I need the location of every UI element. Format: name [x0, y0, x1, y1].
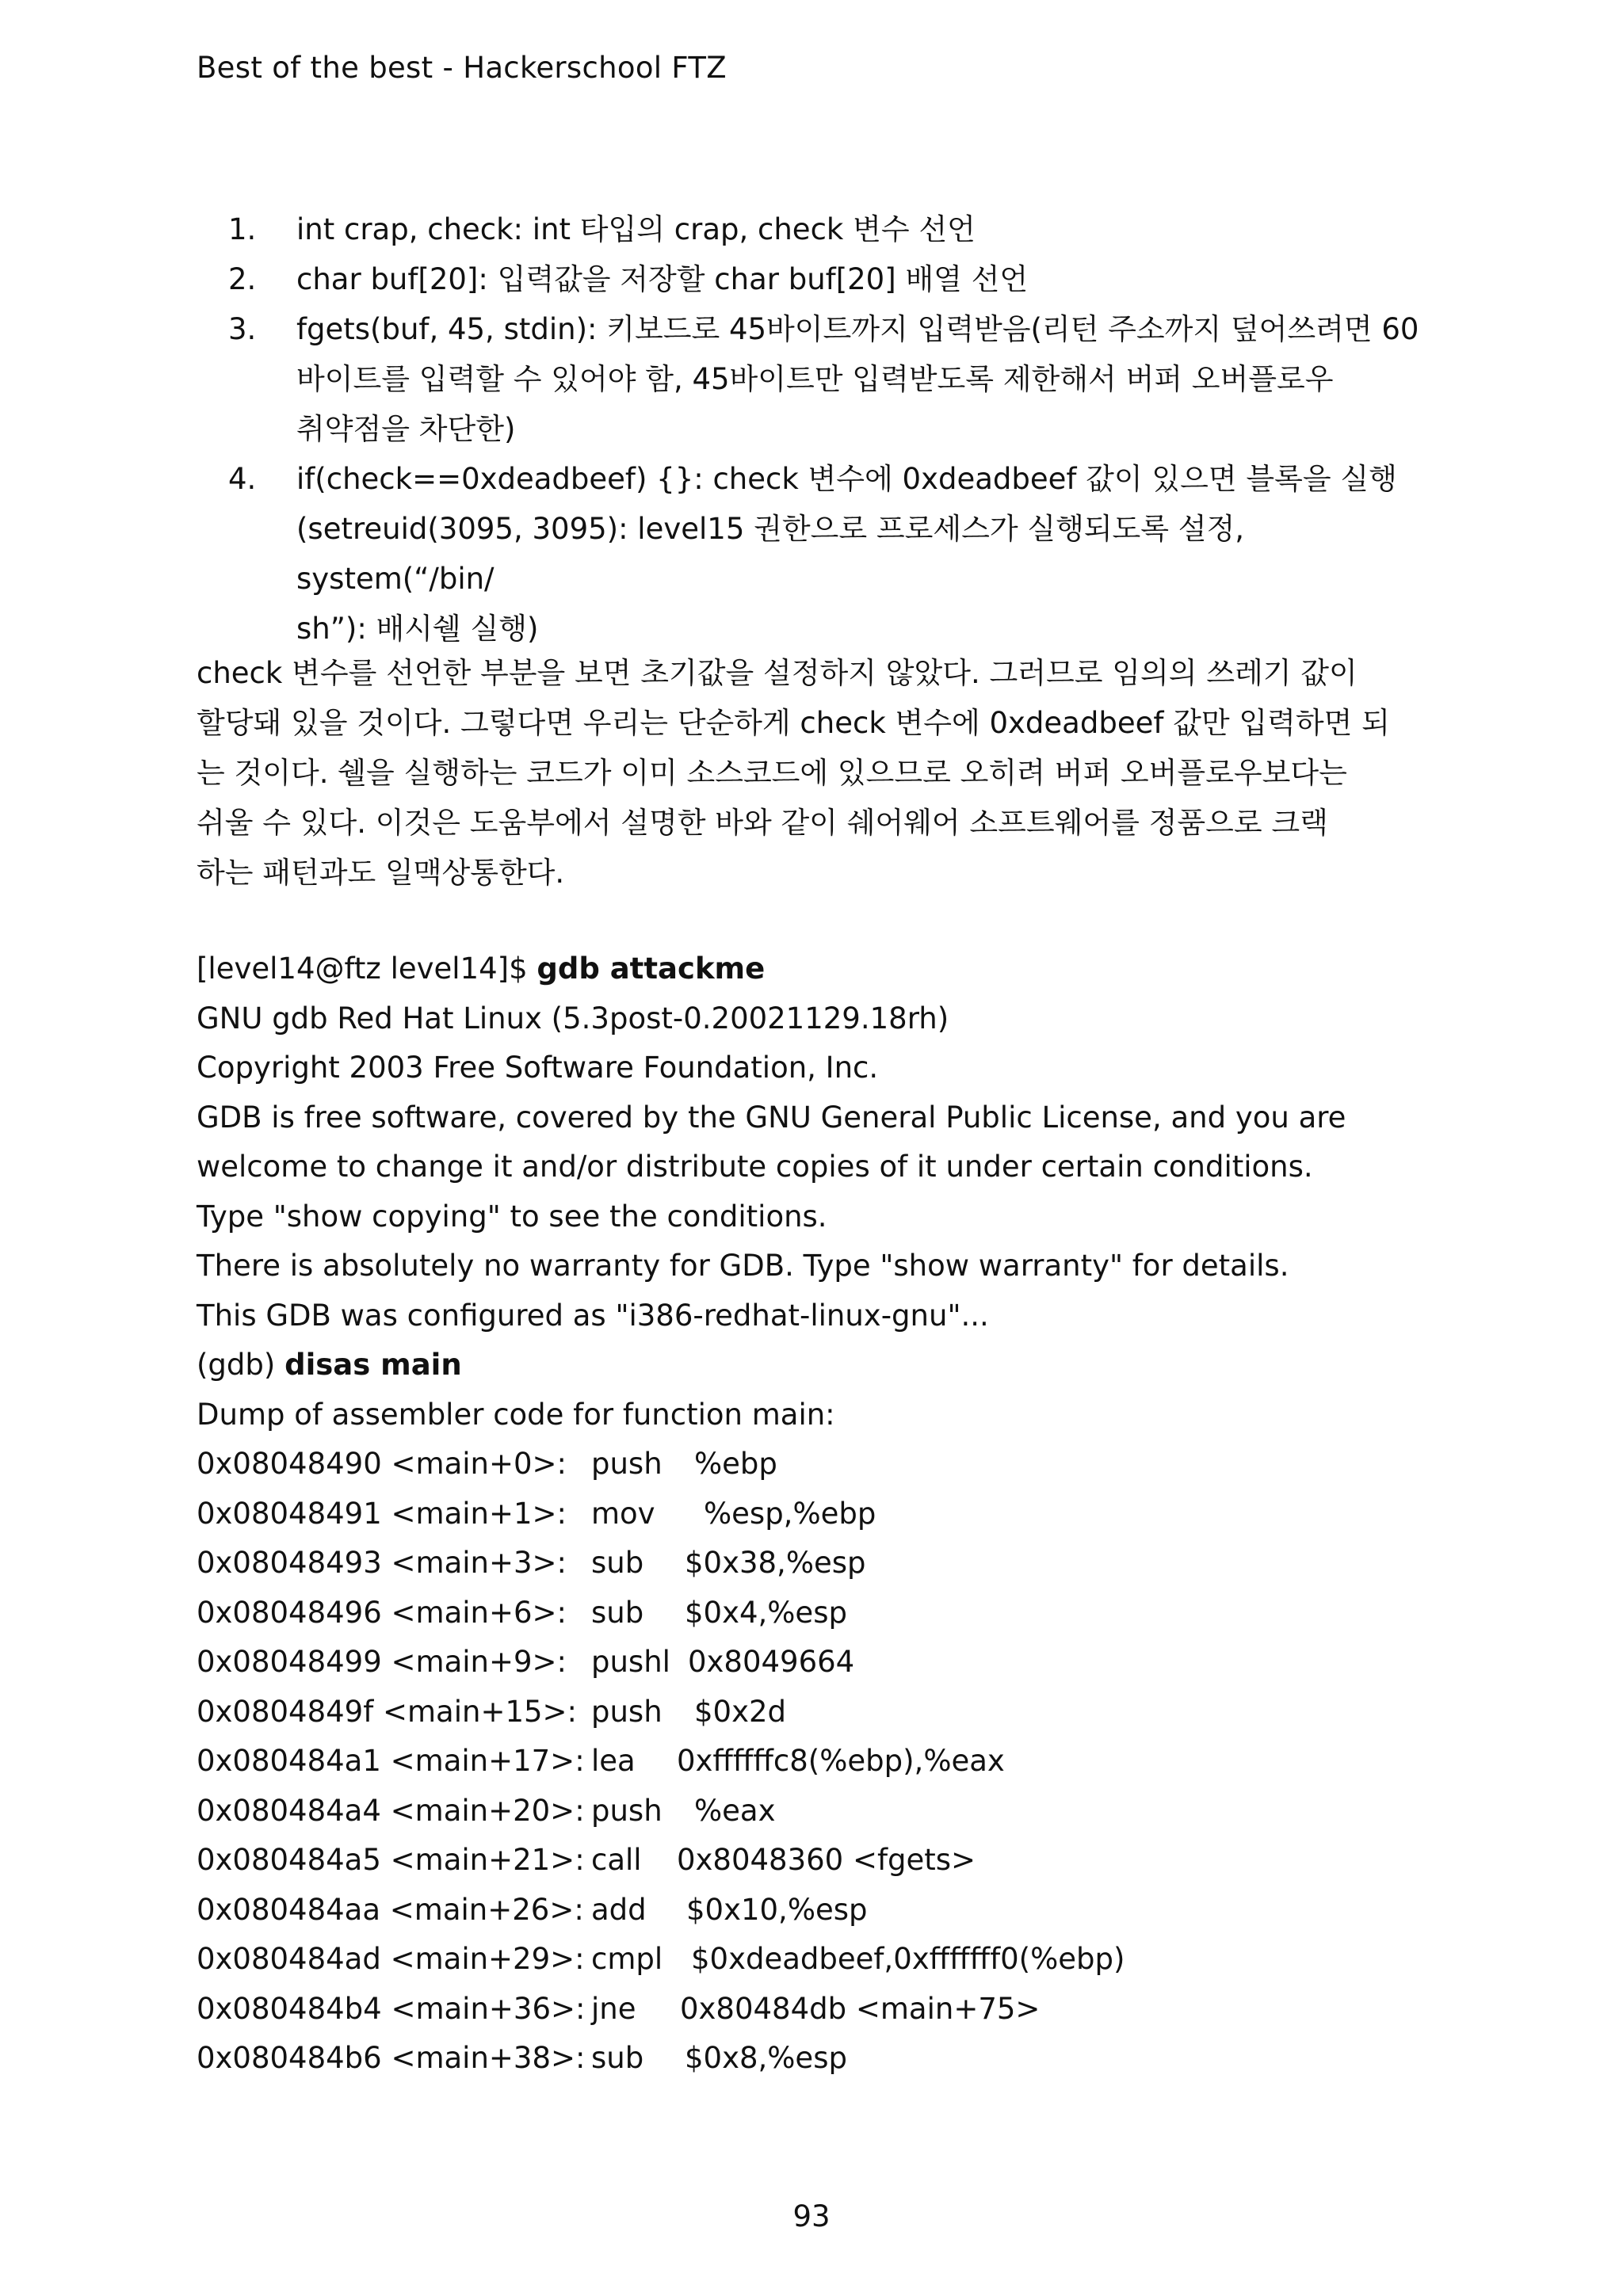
asm-mnemonic: pushl	[591, 1645, 670, 1679]
gdb-banner-line: This GDB was configured as "i386-redhat-linux-gnu"...	[197, 1298, 989, 1333]
shell-command: gdb attackme	[537, 952, 766, 986]
asm-mnemonic: cmpl	[591, 1942, 663, 1976]
list-text: char buf[20]: 입력값을 저장할 char buf[20] 배열 선언	[296, 262, 1029, 296]
asm-operand: 0xffffffc8(%ebp),%eax	[677, 1744, 1005, 1778]
asm-operand: 0x8049664	[688, 1645, 855, 1679]
shell-prompt: [level14@ftz level14]$	[197, 952, 537, 986]
asm-line	[197, 1787, 1441, 1836]
asm-mnemonic: add	[591, 1892, 647, 1927]
list-number: 2.	[228, 262, 257, 296]
asm-address: 0x080484aa <main+26>:	[197, 1892, 584, 1927]
asm-mnemonic: push	[591, 1694, 663, 1729]
gdb-command-line	[197, 1341, 1441, 1390]
list-text-line: sh”): 배시쉘 실행)	[296, 612, 539, 646]
asm-operand: 0x80484db <main+75>	[680, 1991, 1041, 2026]
asm-operand: $0x10,%esp	[686, 1892, 868, 1927]
asm-address: 0x08048493 <main+3>:	[197, 1546, 567, 1580]
list-number: 1.	[228, 212, 257, 246]
asm-address: 0x08048499 <main+9>:	[197, 1645, 567, 1679]
paragraph-line: 하는 패턴과도 일맥상통한다.	[197, 856, 565, 890]
asm-address: 0x08048490 <main+0>:	[197, 1447, 567, 1481]
gdb-banner-line: There is absolutely no warranty for GDB. Type "show warranty" for details.	[197, 1249, 1289, 1283]
paragraph-line: 는 것이다. 쉘을 실행하는 코드가 이미 소스코드에 있으므로 오히려 버퍼 오버플로우보다는	[197, 756, 1347, 790]
list-text-line: if(check==0xdeadbeef) {}: check 변수에 0xdeadbeef 값이 있으면 블록을 실행	[296, 462, 1397, 496]
numbered-list	[197, 204, 1441, 654]
list-text-line: fgets(buf, 45, stdin): 키보드로 45바이트까지 입력받음(리턴 주소까지 덮어쓰려면 60	[296, 312, 1419, 346]
list-number: 3.	[228, 312, 257, 346]
asm-address: 0x080484ad <main+29>:	[197, 1942, 585, 1976]
asm-address: 0x080484a4 <main+20>:	[197, 1793, 585, 1828]
asm-operand: $0x2d	[694, 1694, 787, 1729]
asm-address: 0x080484a1 <main+17>:	[197, 1744, 585, 1778]
asm-line	[197, 1985, 1441, 2035]
asm-address: 0x08048496 <main+6>:	[197, 1595, 567, 1630]
asm-line	[197, 1836, 1441, 1886]
page-number: 93	[792, 2199, 831, 2233]
paragraph-line: 쉬울 수 있다. 이것은 도움부에서 설명한 바와 같이 쉐어웨어 소프트웨어를 정품으로 크랙	[197, 806, 1328, 840]
terminal-transcript	[197, 944, 1441, 2084]
asm-mnemonic: mov	[591, 1496, 655, 1531]
asm-line	[197, 2034, 1441, 2084]
asm-mnemonic: push	[591, 1793, 663, 1828]
asm-operand: $0x4,%esp	[685, 1595, 847, 1630]
asm-line	[197, 1737, 1441, 1787]
asm-operand: 0x8048360 <fgets>	[677, 1843, 976, 1877]
list-number: 4.	[228, 462, 257, 496]
assembly-listing	[197, 1440, 1441, 2084]
list-item	[197, 304, 1441, 454]
list-text: int crap, check: int 타입의 crap, check 변수 선언	[296, 212, 976, 246]
asm-operand: $0x8,%esp	[685, 2041, 847, 2075]
list-item	[197, 254, 1441, 304]
list-item	[197, 454, 1441, 654]
asm-mnemonic: call	[591, 1843, 642, 1877]
asm-line	[197, 1935, 1441, 1985]
gdb-banner-line: welcome to change it and/or distribute copies of it under certain conditions.	[197, 1150, 1313, 1184]
asm-address: 0x0804849f <main+15>:	[197, 1694, 578, 1729]
gdb-banner-line: GDB is free software, covered by the GNU General Public License, and you are	[197, 1100, 1346, 1135]
dump-header: Dump of assembler code for function main:	[197, 1397, 835, 1432]
asm-mnemonic: sub	[591, 1546, 644, 1580]
asm-mnemonic: sub	[591, 1595, 644, 1630]
running-header: Best of the best - Hackerschool FTZ	[197, 51, 727, 85]
list-text-line: 바이트를 입력할 수 있어야 함, 45바이트만 입력받도록 제한해서 버퍼 오버플로우	[296, 362, 1334, 396]
asm-mnemonic: lea	[591, 1744, 636, 1778]
asm-line	[197, 1638, 1441, 1688]
asm-mnemonic: sub	[591, 2041, 644, 2075]
asm-address: 0x080484a5 <main+21>:	[197, 1843, 585, 1877]
asm-mnemonic: push	[591, 1447, 663, 1481]
list-text-line: 취약점을 차단한)	[296, 412, 516, 446]
asm-line	[197, 1440, 1441, 1489]
asm-line	[197, 1539, 1441, 1589]
asm-line	[197, 1589, 1441, 1638]
asm-address: 0x080484b6 <main+38>:	[197, 2041, 586, 2075]
gdb-command: disas main	[285, 1348, 462, 1382]
gdb-banner-line: Copyright 2003 Free Software Foundation, Inc.	[197, 1051, 879, 1085]
asm-operand: $0x38,%esp	[685, 1546, 866, 1580]
gdb-banner-line: Type "show copying" to see the conditions.	[197, 1199, 827, 1234]
asm-operand: %ebp	[694, 1447, 777, 1481]
paragraph-line: check 변수를 선언한 부분을 보면 초기값을 설정하지 않았다. 그러므로 임의의 쓰레기 값이	[197, 656, 1358, 690]
asm-operand: %esp,%ebp	[704, 1496, 876, 1531]
gdb-prompt: (gdb)	[197, 1348, 285, 1382]
shell-command-line	[197, 944, 1441, 994]
gdb-banner-line: GNU gdb Red Hat Linux (5.3post-0.20021129.18rh)	[197, 1001, 949, 1035]
list-item	[197, 204, 1441, 254]
asm-address: 0x080484b4 <main+36>:	[197, 1991, 586, 2026]
body-paragraph	[197, 648, 1441, 898]
paragraph-line: 할당돼 있을 것이다. 그렇다면 우리는 단순하게 check 변수에 0xdeadbeef 값만 입력하면 되	[197, 706, 1390, 740]
asm-address: 0x08048491 <main+1>:	[197, 1496, 567, 1531]
asm-line	[197, 1688, 1441, 1737]
asm-mnemonic: jne	[591, 1991, 636, 2026]
asm-line	[197, 1489, 1441, 1539]
asm-operand: $0xdeadbeef,0xfffffff0(%ebp)	[691, 1942, 1125, 1976]
list-text-line: (setreuid(3095, 3095): level15 권한으로 프로세스가 실행되도록 설정, system(“/bin/	[296, 512, 1245, 596]
asm-operand: %eax	[694, 1793, 776, 1828]
asm-line	[197, 1886, 1441, 1936]
